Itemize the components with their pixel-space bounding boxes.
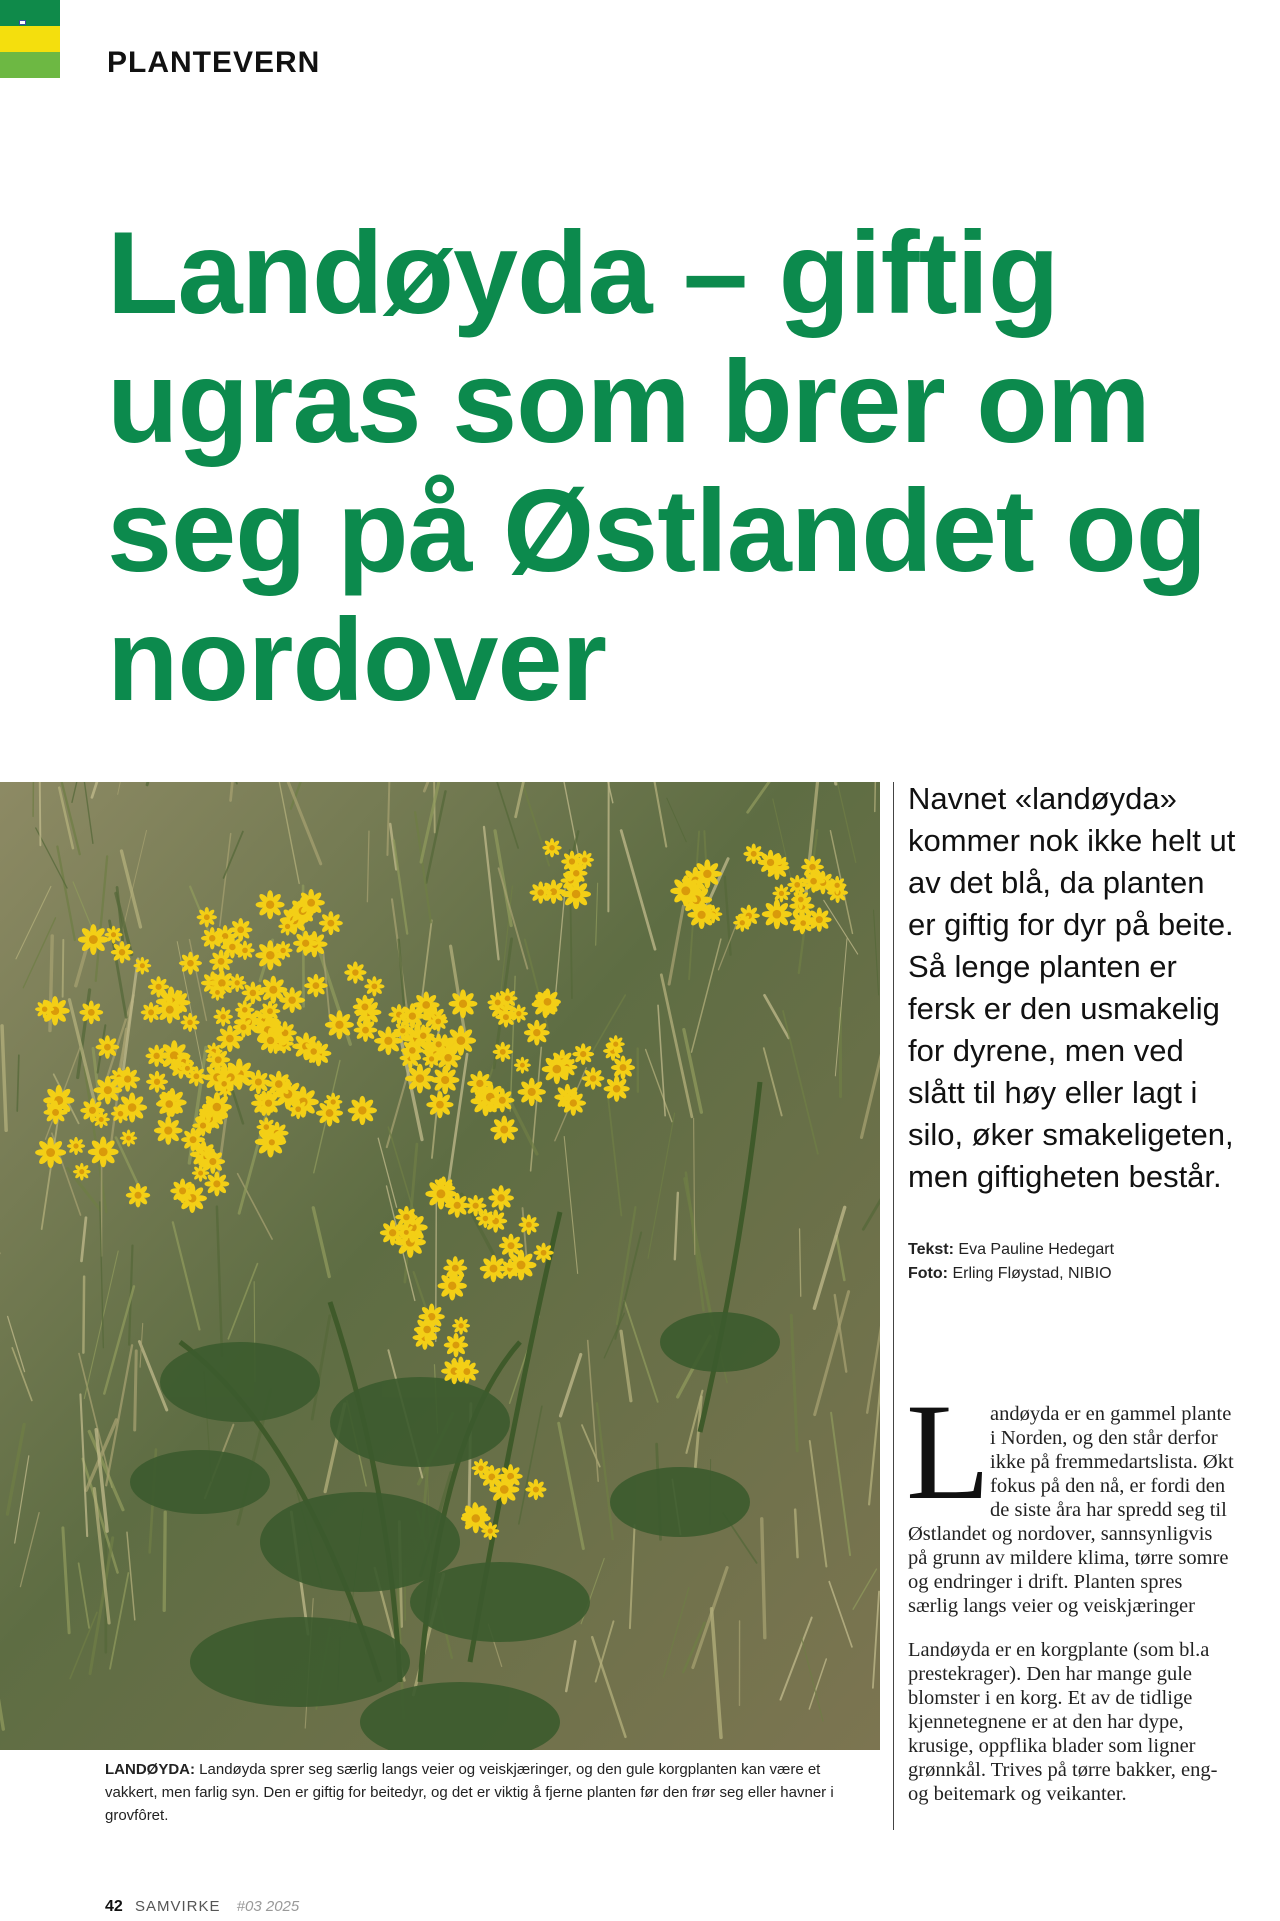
- flower-head: [542, 1054, 572, 1084]
- flower-head: [414, 1316, 440, 1342]
- flower-head: [256, 1091, 281, 1116]
- flower-head: [146, 1071, 168, 1093]
- brand-color-bar: [0, 0, 60, 78]
- flower-head: [233, 1017, 254, 1038]
- flower-head: [319, 911, 343, 935]
- flower-head: [793, 913, 813, 933]
- flower-head: [179, 952, 202, 975]
- flower-head: [35, 1000, 54, 1019]
- flower-head: [772, 884, 790, 902]
- flower-head: [213, 1007, 233, 1027]
- leaf: [190, 1617, 410, 1707]
- flower-head: [519, 1214, 540, 1235]
- flower-head: [529, 881, 551, 903]
- flower-head: [493, 1042, 513, 1062]
- article-title: Landøyda – giftig ugras som brer om seg på Østlandet og nordover: [107, 207, 1207, 725]
- drop-cap: L: [906, 1375, 991, 1528]
- flower-head: [348, 1096, 377, 1125]
- flower-head: [506, 1250, 537, 1281]
- flower-head: [490, 1088, 514, 1112]
- flower-head: [461, 1504, 491, 1534]
- flower-head: [304, 974, 328, 998]
- photo-credit-name: Erling Fløystad, NIBIO: [952, 1265, 1112, 1282]
- flower-head: [214, 1074, 233, 1093]
- flower-head: [126, 1183, 150, 1207]
- leaf: [130, 1450, 270, 1514]
- flower-head: [733, 913, 751, 931]
- flower-head: [353, 995, 377, 1019]
- flower-head: [428, 1033, 450, 1055]
- photo-credit: [908, 1262, 1268, 1286]
- section-label: PLANTEVERN: [107, 46, 321, 79]
- flower-head: [96, 1035, 120, 1059]
- flower-head: [35, 1137, 66, 1168]
- flower-head: [582, 1067, 605, 1090]
- flower-head: [181, 1128, 205, 1152]
- flower-head: [431, 1066, 459, 1094]
- flower-head: [78, 924, 109, 955]
- flower-head: [79, 1000, 103, 1024]
- flower-head: [490, 1116, 518, 1144]
- flower-head: [476, 1209, 495, 1228]
- flower-head: [465, 1195, 487, 1217]
- flower-head: [561, 1090, 587, 1116]
- flower-head: [758, 850, 783, 875]
- flower-head: [455, 1360, 479, 1384]
- flower-head: [693, 859, 722, 888]
- flower-head: [534, 988, 561, 1015]
- flower-head: [145, 1045, 167, 1067]
- flower-head: [495, 1007, 516, 1028]
- flower-head: [73, 1163, 91, 1181]
- flower-head: [687, 901, 715, 929]
- flower-head: [204, 1171, 229, 1196]
- flower-head: [274, 941, 293, 960]
- flower-head: [228, 974, 246, 992]
- flower-head: [259, 976, 287, 1004]
- flower-head: [206, 1048, 230, 1072]
- flower-head: [156, 996, 184, 1024]
- text-credit: [908, 1238, 1268, 1262]
- flower-head: [88, 1137, 119, 1168]
- flower-head: [802, 870, 825, 893]
- flower-head: [425, 1178, 456, 1209]
- leaf: [610, 1467, 750, 1537]
- flower-head: [525, 1479, 546, 1500]
- ragwort-photo: [0, 782, 880, 1750]
- grass-blade: [83, 1277, 84, 1353]
- leaf: [410, 1562, 590, 1642]
- caption-label: LANDØYDA:: [105, 1761, 195, 1778]
- flower-head: [607, 1035, 625, 1053]
- flower-head: [141, 1002, 162, 1023]
- body-paragraph-1: andøyda er en gammel plante i Norden, og den står derfor ikke på fremmedartslista. Økt fokus på den nå, er fordi den de siste åra har spredd seg til Østlandet og nordover, sannsynligvis på grunn av mildere klima, tørre somre og endringer i drift. Planten spres særlig langs veier og veiskjæringer: [908, 1403, 1234, 1617]
- flower-head: [428, 1011, 448, 1031]
- ragwort-photo-illustration: [0, 782, 880, 1750]
- flower-head: [828, 876, 847, 895]
- flower-head: [374, 1027, 403, 1056]
- flower-head: [791, 890, 811, 910]
- flag-icon: [19, 20, 26, 25]
- grass-blade: [135, 1351, 137, 1430]
- flower-head: [401, 1039, 424, 1062]
- page-number: 42: [105, 1898, 123, 1915]
- flower-head: [180, 1013, 199, 1032]
- flower-head: [94, 1076, 123, 1105]
- flower-head: [518, 1078, 546, 1106]
- flower-head: [489, 1474, 519, 1504]
- flower-head: [258, 1027, 284, 1053]
- flower-head: [246, 1070, 270, 1094]
- grass-blade: [63, 940, 64, 997]
- flower-head: [444, 1333, 468, 1357]
- flower-head: [261, 1132, 282, 1153]
- page-footer: [105, 1898, 299, 1916]
- flower-head: [92, 1111, 110, 1129]
- flower-head: [561, 879, 591, 909]
- flower-head: [480, 1255, 507, 1282]
- flower-head: [120, 1130, 137, 1147]
- flower-head: [604, 1076, 630, 1102]
- flower-head: [762, 899, 792, 929]
- flower-head: [572, 1043, 594, 1065]
- photo-caption: [105, 1758, 865, 1827]
- issue-number: #03 2025: [236, 1898, 300, 1915]
- grass-blade: [164, 1512, 165, 1610]
- flower-head: [221, 936, 244, 959]
- leaf: [660, 1312, 780, 1372]
- flower-head: [197, 907, 217, 927]
- flower-head: [111, 1104, 130, 1123]
- flower-head: [452, 1317, 470, 1335]
- flower-head: [44, 1100, 68, 1124]
- flower-head: [67, 1137, 85, 1155]
- flower-head: [533, 1243, 553, 1263]
- flower-head: [278, 917, 297, 936]
- flower-head: [364, 976, 384, 996]
- flower-head: [235, 1000, 254, 1019]
- flower-head: [670, 875, 701, 906]
- text-credit-label: Tekst:: [908, 1241, 954, 1258]
- flower-head: [297, 889, 324, 916]
- flower-head: [443, 1256, 467, 1280]
- flower-head: [111, 941, 134, 964]
- caption-text: Landøyda sprer seg særlig langs veier og veiskjæringer, og den gule korgplanten kan være et vakkert, men farlig syn. Den er giftig for beitedyr, og det er viktig å fjerne planten før den frør seg eller havner i grovfôret.: [105, 1761, 834, 1824]
- flower-head: [354, 1018, 378, 1042]
- flower-head: [488, 1185, 514, 1211]
- body-paragraph-2: Landøyda er en korgplante (som bl.a prestekrager). Den har mange gule blomster i en korg. Et av de tidlige kjennetegnene er at den har dype, krusige, oppflika blader som ligner grønnkål. Trives på tørre bakker, eng- og beitemark og veikanter.: [908, 1639, 1218, 1805]
- flower-head: [156, 1091, 183, 1118]
- flower-head: [170, 1179, 195, 1204]
- flower-head: [514, 1057, 531, 1074]
- column-divider: [893, 782, 894, 1830]
- flower-head: [256, 890, 285, 919]
- flower-head: [611, 1056, 635, 1080]
- flower-head: [575, 851, 594, 870]
- magazine-name: SAMVIRKE: [134, 1898, 221, 1915]
- flower-head: [344, 961, 366, 983]
- flower-head: [325, 1010, 354, 1039]
- flower-head: [192, 1164, 209, 1181]
- flower-head: [179, 1060, 197, 1078]
- leaf: [160, 1342, 320, 1422]
- flower-head: [449, 989, 478, 1018]
- leaf: [330, 1377, 510, 1467]
- flower-head: [293, 931, 318, 956]
- flower-head: [467, 1071, 493, 1097]
- flower-head: [324, 1093, 343, 1112]
- flower-head: [209, 984, 226, 1001]
- flower-head: [154, 1116, 183, 1145]
- flower-head: [302, 1040, 325, 1063]
- text-credit-name: Eva Pauline Hedegart: [958, 1241, 1115, 1258]
- flower-head: [787, 875, 807, 895]
- flower-head: [398, 1224, 415, 1241]
- flower-head: [542, 838, 561, 857]
- photo-credit-label: Foto:: [908, 1265, 948, 1282]
- flower-head: [426, 1091, 453, 1118]
- flower-head: [256, 1117, 276, 1137]
- flower-head: [133, 957, 151, 975]
- flower-head: [524, 1020, 550, 1046]
- flower-head: [202, 1092, 232, 1122]
- article-lead: Navnet «landøyda» kommer nok ikke helt ut av det blå, da planten er giftig for dyr på beite. Så lenge planten er fersk er den usmakelig for dyrene, men ved slått til høy eller lagt i silo, øker smakeligeten, men giftigheten består.: [908, 781, 1236, 1194]
- article-credits: [908, 1238, 1268, 1286]
- flower-head: [201, 927, 223, 949]
